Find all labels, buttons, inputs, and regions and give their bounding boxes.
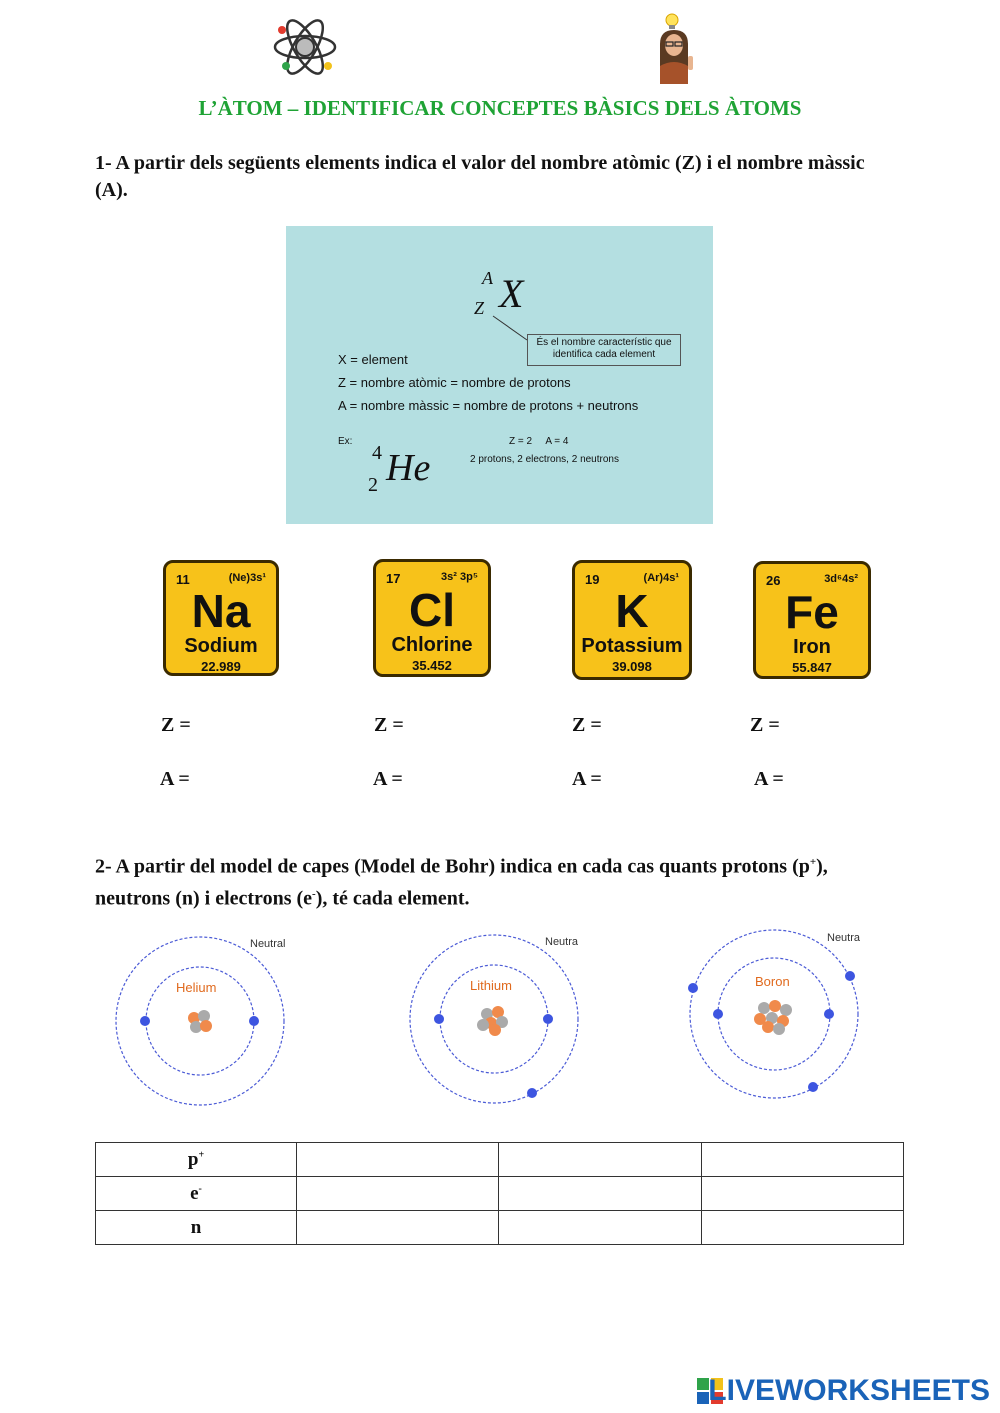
bohr-model-lithium (403, 930, 593, 1110)
electron-config: (Ar)4s¹ (643, 572, 679, 584)
question-1: 1- A partir dels següents elements indica el valor del nombre atòmic (Z) i el nombre màssic (A). (95, 152, 865, 201)
atomic-number: 11 (176, 572, 190, 587)
answer-cell[interactable] (297, 1177, 499, 1211)
bohr-status-helium: Neutral (250, 938, 286, 950)
info-line-element: X = element (338, 352, 408, 367)
bohr-status-lithium: Neutra (545, 936, 579, 948)
table-row (96, 1177, 904, 1211)
electron-config: (Ne)3s¹ (228, 572, 266, 584)
answer-cell[interactable] (701, 1177, 903, 1211)
callout-line (491, 314, 531, 344)
z-label-sodium: Z = (161, 714, 191, 736)
atomic-mass: 55.847 (792, 660, 832, 675)
table-row (96, 1211, 904, 1245)
element-symbol: Cl (409, 584, 455, 636)
answer-cell[interactable] (297, 1143, 499, 1177)
bohr-label-boron: Boron (755, 974, 790, 989)
notation-info-box (286, 226, 713, 524)
atomic-number: 26 (766, 573, 781, 588)
row-header-neutrons: n (96, 1211, 297, 1245)
answer-cell[interactable] (701, 1143, 903, 1177)
electron-config: 3d⁶4s² (824, 573, 858, 585)
a-label-sodium: A = (160, 768, 190, 790)
table-row (96, 1143, 904, 1177)
example-mass-number: 4 (372, 442, 382, 464)
notation-mass-number: A (482, 268, 493, 288)
z-label-iron: Z = (750, 714, 780, 736)
atomic-number: 19 (585, 572, 600, 587)
element-symbol: Na (191, 585, 251, 637)
z-label-potassium: Z = (572, 714, 602, 736)
page-title: L’ÀTOM – IDENTIFICAR CONCEPTES BÀSICS DELS ÀTOMS (198, 96, 802, 120)
info-line-z: Z = nombre atòmic = nombre de protons (338, 375, 571, 390)
notation-atomic-number: Z (474, 298, 485, 318)
info-line-a: A = nombre màssic = nombre de protons + neutrons (338, 398, 639, 413)
bohr-label-helium: Helium (176, 980, 217, 995)
bohr-label-lithium: Lithium (470, 978, 512, 993)
atomic-mass: 39.098 (612, 659, 652, 674)
bohr-model-boron (682, 926, 872, 1106)
element-name: Potassium (581, 635, 683, 657)
example-atomic-number: 2 (368, 474, 378, 496)
answer-cell[interactable] (499, 1143, 701, 1177)
row-header-electrons: e- (96, 1177, 297, 1211)
question-2: 2- A partir del model de capes (Model de Bohr) indica en cada cas quants protons (p+), neutrons (n) i electrons (e-), té cada element. (95, 855, 828, 910)
particles-table (95, 1142, 904, 1245)
element-name: Sodium (184, 635, 258, 657)
atom-icon (272, 14, 338, 80)
atomic-mass: 22.989 (201, 659, 241, 674)
element-symbol: Fe (785, 586, 839, 638)
answer-cell[interactable] (499, 1177, 701, 1211)
row-header-protons: p+ (96, 1143, 297, 1177)
bohr-model-helium (108, 930, 298, 1110)
atomic-mass: 35.452 (412, 658, 452, 673)
bohr-status-boron: Neutra (827, 932, 861, 944)
teacher-avatar-icon (654, 12, 698, 84)
example-label: Ex: (338, 436, 353, 447)
element-tile-iron (753, 561, 871, 679)
notation-symbol: X (499, 271, 524, 316)
a-label-iron: A = (754, 768, 784, 790)
answer-cell[interactable] (701, 1211, 903, 1245)
a-label-chlorine: A = (373, 768, 403, 790)
element-name: Chlorine (391, 634, 473, 656)
element-tile-potassium (572, 560, 692, 680)
element-tile-chlorine (373, 559, 491, 677)
element-name: Iron (793, 636, 831, 658)
example-symbol: He (386, 447, 431, 489)
atomic-number: 17 (386, 571, 401, 586)
electron-config: 3s² 3p⁵ (441, 571, 478, 583)
answer-cell[interactable] (297, 1211, 499, 1245)
liveworksheets-brand[interactable]: LIVEWORKSHEETS (708, 1374, 990, 1407)
callout-box: És el nombre característic que identifica cada element (527, 334, 681, 366)
z-label-chlorine: Z = (374, 714, 404, 736)
answer-cell[interactable] (499, 1211, 701, 1245)
example-particles: 2 protons, 2 electrons, 2 neutrons (470, 454, 619, 465)
a-label-potassium: A = (572, 768, 602, 790)
example-z-a: Z = 2 A = 4 (509, 436, 569, 447)
element-tile-sodium (163, 560, 279, 676)
element-symbol: K (615, 585, 649, 637)
